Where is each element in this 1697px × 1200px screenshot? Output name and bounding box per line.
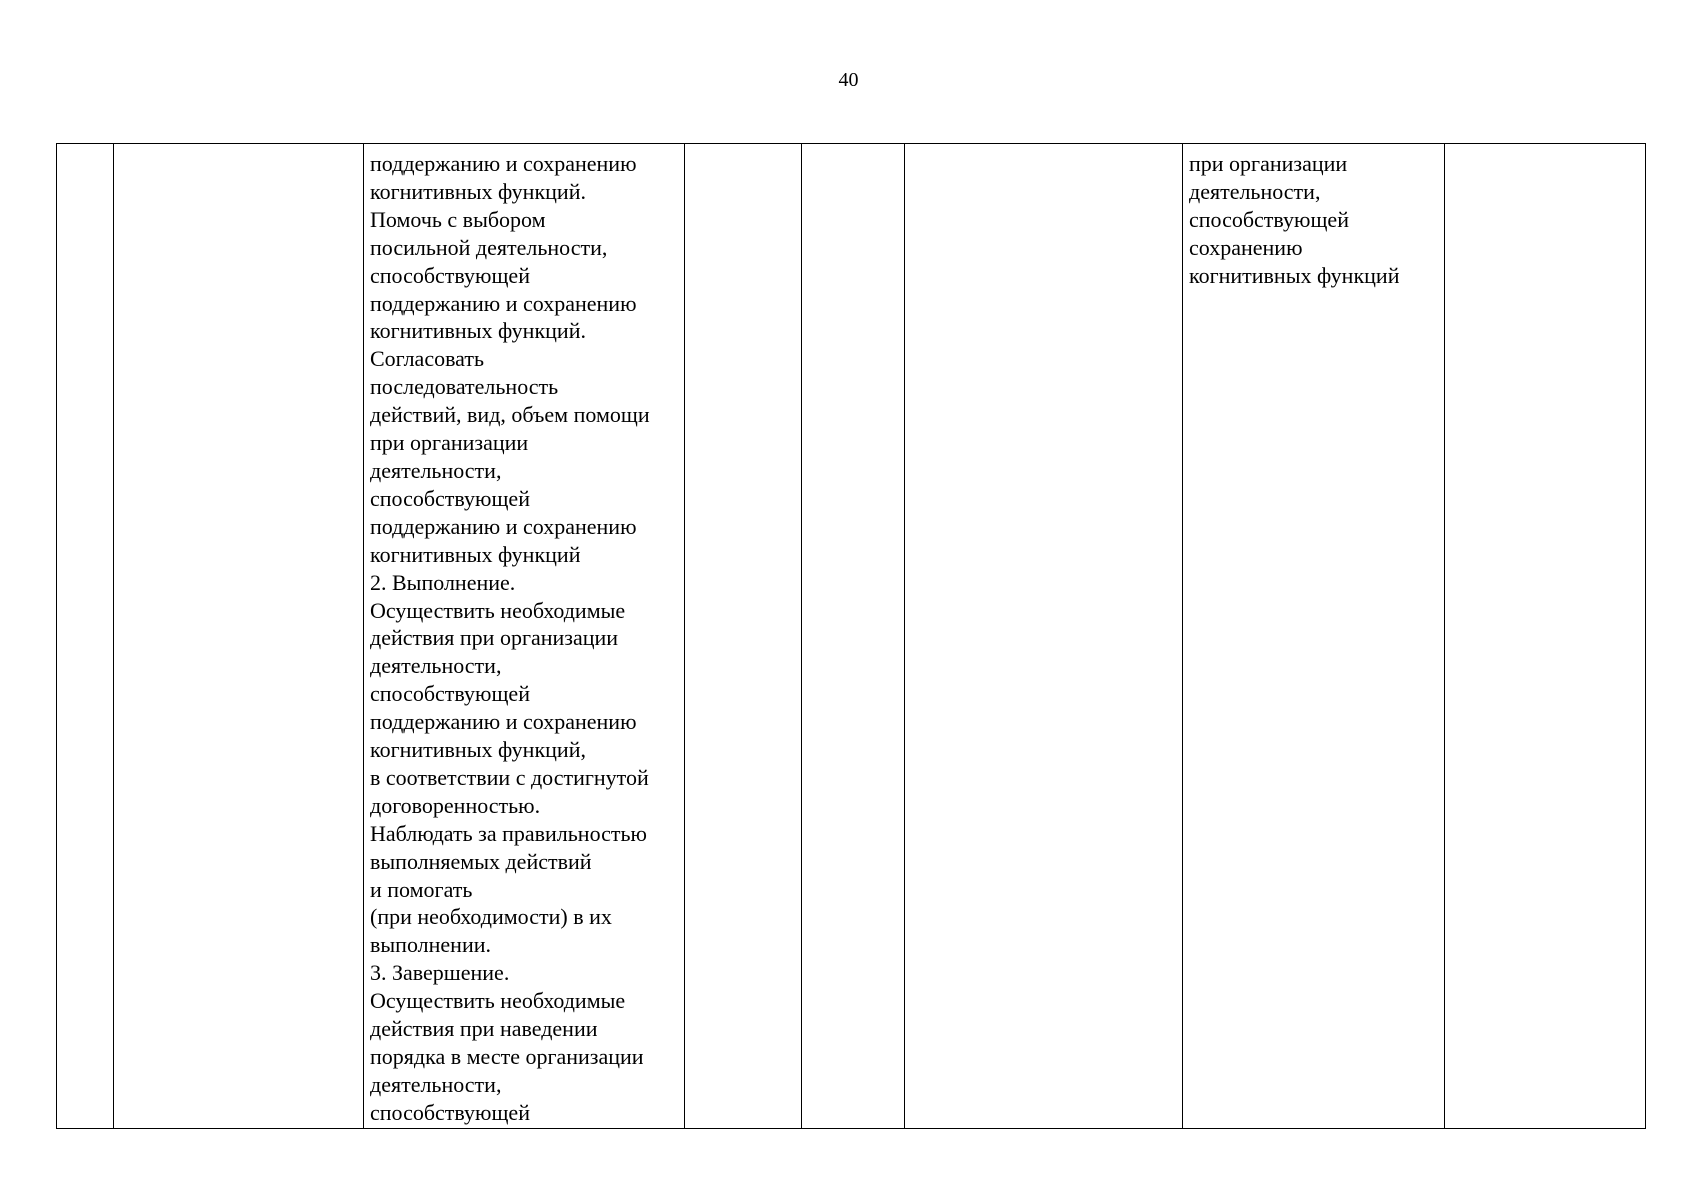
text-line: деятельности, — [370, 457, 502, 483]
text-line: способствующей — [370, 681, 530, 707]
text-line: сохранению — [1189, 234, 1303, 260]
text-line: выполнении. — [370, 932, 491, 958]
text-line: 2. Выполнение. — [370, 569, 516, 595]
text-line: последовательность — [370, 374, 559, 400]
text-line: способствующей — [370, 262, 530, 288]
text-line: действия при наведении — [370, 1016, 598, 1042]
text-line: при организации — [1189, 151, 1348, 176]
text-line: Осуществить необходимые — [370, 597, 626, 623]
table-cell-number — [57, 144, 114, 1129]
text-line: деятельности, — [370, 653, 502, 679]
table-cell-actions — [364, 144, 685, 1129]
table-cell-result — [1183, 144, 1445, 1129]
text-line: поддержанию и сохранению — [370, 709, 637, 735]
table-cell-empty — [685, 144, 802, 1129]
actions-text — [370, 150, 679, 1127]
text-line: способствующей — [370, 1099, 530, 1125]
text-line: (при необходимости) в их — [370, 904, 612, 930]
text-line: договоренностью. — [370, 792, 541, 818]
document-table — [56, 143, 1646, 1129]
text-line: в соответствии с достигнутой — [370, 764, 649, 790]
text-line: действия при организации — [370, 625, 619, 651]
text-line: и помогать — [370, 876, 473, 902]
text-line: порядка в месте организации — [370, 1044, 644, 1069]
text-line: Осуществить необходимые — [370, 988, 626, 1014]
text-line: поддержанию и сохранению — [370, 151, 637, 176]
table-row — [57, 144, 1646, 1129]
text-line: при организации — [370, 430, 529, 456]
text-line: Помочь с выбором — [370, 206, 546, 232]
text-line: деятельности, — [1189, 178, 1321, 204]
text-line: деятельности, — [370, 1071, 502, 1097]
text-line: способствующей — [370, 485, 530, 511]
text-line: когнитивных функций, — [370, 737, 586, 763]
table-cell-empty — [905, 144, 1183, 1129]
text-line: когнитивных функций. — [370, 178, 586, 204]
text-line: способствующей — [1189, 206, 1349, 232]
text-line: Согласовать — [370, 346, 485, 372]
text-line: когнитивных функций — [370, 541, 581, 567]
text-line: посильной деятельности, — [370, 234, 608, 260]
text-line: когнитивных функций — [1189, 262, 1400, 288]
table-cell-name — [114, 144, 364, 1129]
text-line: поддержанию и сохранению — [370, 290, 637, 316]
text-line: поддержанию и сохранению — [370, 513, 637, 539]
text-line: когнитивных функций. — [370, 318, 586, 344]
table-cell-empty — [802, 144, 905, 1129]
text-line: выполняемых действий — [370, 848, 592, 874]
text-line: Наблюдать за правильностью — [370, 820, 647, 846]
text-line: 3. Завершение. — [370, 960, 510, 986]
table-cell-empty — [1445, 144, 1646, 1129]
result-text — [1189, 150, 1439, 290]
text-line: действий, вид, объем помощи — [370, 402, 650, 428]
page-number: 40 — [838, 69, 859, 91]
